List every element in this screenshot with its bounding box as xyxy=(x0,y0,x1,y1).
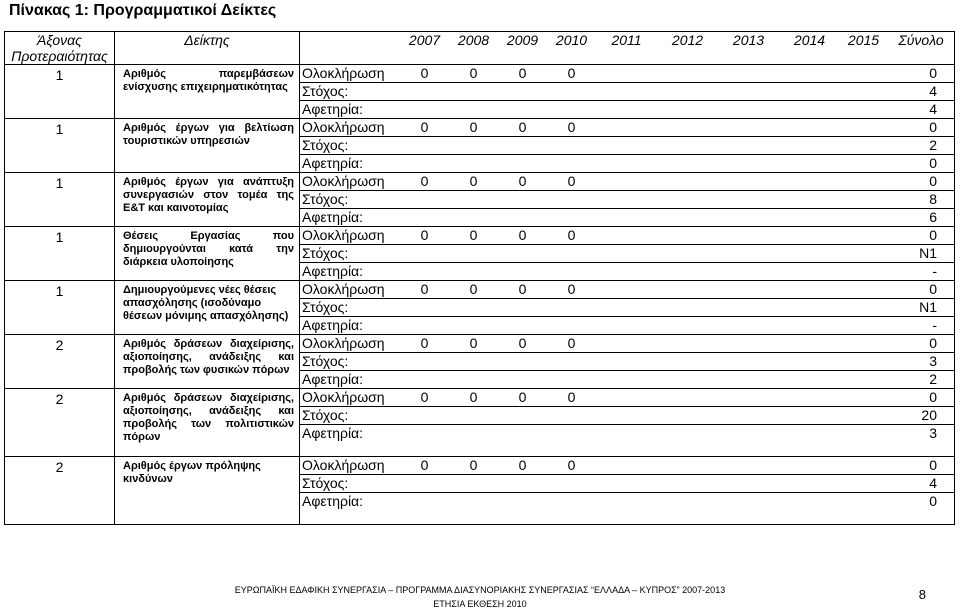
baseline-value: 3 xyxy=(887,425,955,443)
completion-total: 0 xyxy=(929,281,937,297)
target-label: Στόχος: xyxy=(300,83,400,101)
header-total: Σύνολο xyxy=(898,32,944,48)
completion-year-value: 0 xyxy=(469,119,478,135)
target-row xyxy=(300,83,955,101)
indicator-values xyxy=(300,281,955,334)
completion-year-value: 0 xyxy=(420,281,429,297)
completion-year-value: 0 xyxy=(518,335,527,351)
header-year: 2013 xyxy=(732,32,765,48)
table-header-row xyxy=(5,32,955,65)
completion-row xyxy=(300,173,955,191)
completion-year-value: 0 xyxy=(420,335,429,351)
axis-value: 1 xyxy=(5,119,115,173)
target-row xyxy=(300,353,955,371)
target-row xyxy=(300,137,955,155)
completion-year-value: 0 xyxy=(518,119,527,135)
target-value: Ν1 xyxy=(887,245,955,263)
baseline-value: 4 xyxy=(887,101,955,119)
header-indicator: Δείκτης xyxy=(115,32,300,65)
header-axis: Άξονας Προτεραιότητας xyxy=(5,32,115,65)
completion-label: Ολοκλήρωση xyxy=(302,281,385,297)
axis-value: 1 xyxy=(5,281,115,335)
target-row xyxy=(300,299,955,317)
target-row xyxy=(300,475,955,493)
header-year: 2012 xyxy=(671,32,704,48)
completion-row xyxy=(300,335,955,353)
baseline-value: - xyxy=(887,317,955,335)
table-row xyxy=(5,173,955,227)
baseline-value: 2 xyxy=(887,371,955,389)
completion-year-value: 0 xyxy=(567,65,576,81)
table-row xyxy=(5,65,955,119)
completion-label: Ολοκλήρωση xyxy=(302,335,385,351)
completion-row xyxy=(300,281,955,299)
completion-total: 0 xyxy=(929,457,937,473)
completion-row xyxy=(300,457,955,475)
table-row xyxy=(5,457,955,525)
completion-year-value: 0 xyxy=(518,227,527,243)
target-row xyxy=(300,245,955,263)
indicator-values xyxy=(300,173,955,226)
target-label: Στόχος: xyxy=(300,353,400,371)
header-year: 2011 xyxy=(611,32,642,48)
baseline-row xyxy=(300,425,955,443)
completion-year-value: 0 xyxy=(518,281,527,297)
target-label: Στόχος: xyxy=(300,475,400,493)
target-value: 4 xyxy=(887,83,955,101)
baseline-label: Αφετηρία: xyxy=(300,155,400,173)
baseline-value: 0 xyxy=(887,493,955,511)
completion-year-value: 0 xyxy=(567,389,576,405)
completion-year-value: 0 xyxy=(567,335,576,351)
completion-row xyxy=(300,227,955,245)
table-row xyxy=(5,281,955,335)
completion-year-value: 0 xyxy=(567,173,576,189)
completion-label: Ολοκλήρωση xyxy=(302,389,385,405)
completion-row xyxy=(300,119,955,137)
indicators-table xyxy=(4,31,955,525)
baseline-row xyxy=(300,317,955,335)
axis-value: 2 xyxy=(5,457,115,525)
completion-year-value: 0 xyxy=(420,389,429,405)
completion-label: Ολοκλήρωση xyxy=(302,65,385,81)
target-label: Στόχος: xyxy=(300,137,400,155)
target-label: Στόχος: xyxy=(300,407,400,425)
completion-year-value: 0 xyxy=(469,281,478,297)
header-year: 2009 xyxy=(506,32,539,48)
header-year: 2008 xyxy=(457,32,490,48)
completion-total: 0 xyxy=(929,335,937,351)
header-years xyxy=(300,32,955,49)
baseline-row xyxy=(300,493,955,511)
completion-label: Ολοκλήρωση xyxy=(302,173,385,189)
baseline-row xyxy=(300,209,955,227)
axis-value: 2 xyxy=(5,335,115,389)
baseline-value: - xyxy=(887,263,955,281)
indicator-name: Δημιουργούμενες νέες θέσεις απασχόλησης (ισοδύναμο θέσεων μόνιμης απασχόλησης) xyxy=(115,281,300,335)
table-row xyxy=(5,389,955,457)
completion-total: 0 xyxy=(929,389,937,405)
target-value: 2 xyxy=(887,137,955,155)
completion-total: 0 xyxy=(929,173,937,189)
completion-year-value: 0 xyxy=(518,389,527,405)
header-year: 2007 xyxy=(408,32,441,48)
header-year: 2014 xyxy=(793,32,826,48)
indicator-name: Αριθμός έργων πρόληψης κινδύνων xyxy=(115,457,300,525)
completion-year-value: 0 xyxy=(469,457,478,473)
completion-year-value: 0 xyxy=(420,457,429,473)
completion-row xyxy=(300,65,955,83)
target-label: Στόχος: xyxy=(300,245,400,263)
baseline-label: Αφετηρία: xyxy=(300,101,400,119)
completion-year-value: 0 xyxy=(469,335,478,351)
indicator-values xyxy=(300,389,955,442)
target-value: Ν1 xyxy=(887,299,955,317)
target-row xyxy=(300,407,955,425)
baseline-row xyxy=(300,263,955,281)
completion-year-value: 0 xyxy=(420,119,429,135)
baseline-value: 0 xyxy=(887,155,955,173)
indicator-name: Θέσεις Εργασίας που δημιουργούνται κατά την διάρκεια υλοποίησης xyxy=(115,227,300,281)
target-label: Στόχος: xyxy=(300,191,400,209)
baseline-label: Αφετηρία: xyxy=(300,317,400,335)
axis-value: 2 xyxy=(5,389,115,457)
target-value: 4 xyxy=(887,475,955,493)
header-year: 2010 xyxy=(555,32,588,48)
indicator-name: Αριθμός δράσεων διαχείρισης, αξιοποίησης, ανάδειξης και προβολής των πολιτιστικών πόρων xyxy=(115,389,300,457)
completion-year-value: 0 xyxy=(469,65,478,81)
baseline-label: Αφετηρία: xyxy=(300,209,400,227)
completion-year-value: 0 xyxy=(469,389,478,405)
baseline-label: Αφετηρία: xyxy=(300,263,400,281)
table-row xyxy=(5,335,955,389)
target-row xyxy=(300,191,955,209)
baseline-label: Αφετηρία: xyxy=(300,371,400,389)
completion-year-value: 0 xyxy=(567,119,576,135)
indicator-values xyxy=(300,335,955,388)
footer-report: ΕΤΗΣΙΑ ΕΚΘΕΣΗ 2010 xyxy=(433,599,527,609)
completion-label: Ολοκλήρωση xyxy=(302,119,385,135)
page-number: 8 xyxy=(918,587,926,602)
target-value: 8 xyxy=(887,191,955,209)
completion-year-value: 0 xyxy=(567,457,576,473)
baseline-row xyxy=(300,101,955,119)
baseline-label: Αφετηρία: xyxy=(300,425,400,443)
target-value: 20 xyxy=(887,407,955,425)
completion-label: Ολοκλήρωση xyxy=(302,227,385,243)
baseline-row xyxy=(300,155,955,173)
indicator-values xyxy=(300,65,955,118)
indicator-name: Αριθμός δράσεων διαχείρισης, αξιοποίησης, ανάδειξης και προβολής των φυσικών πόρων xyxy=(115,335,300,389)
indicator-name: Αριθμός παρεμβάσεων ενίσχυσης επιχειρηματικότητας xyxy=(115,65,300,119)
completion-year-value: 0 xyxy=(420,65,429,81)
completion-label: Ολοκλήρωση xyxy=(302,457,385,473)
target-value: 3 xyxy=(887,353,955,371)
completion-total: 0 xyxy=(929,227,937,243)
table-row xyxy=(5,119,955,173)
indicator-values xyxy=(300,227,955,280)
footer-program: ΕΥΡΩΠΑΪΚΗ ΕΔΑΦΙΚΗ ΣΥΝΕΡΓΑΣΙΑ – ΠΡΟΓΡΑΜΜΑ ΔΙΑΣΥΝΟΡΙΑΚΗΣ ΣΥΝΕΡΓΑΣΙΑΣ “ΕΛΛΑΔΑ – ΚΥΠΡΟΣ” 2007-2013 xyxy=(234,585,726,595)
baseline-value: 6 xyxy=(887,209,955,227)
completion-year-value: 0 xyxy=(567,227,576,243)
table-row xyxy=(5,227,955,281)
indicator-name: Αριθμός έργων για ανάπτυξη συνεργασιών στον τομέα της Ε&Τ και καινοτομίας xyxy=(115,173,300,227)
completion-year-value: 0 xyxy=(518,65,527,81)
completion-year-value: 0 xyxy=(420,173,429,189)
completion-year-value: 0 xyxy=(469,173,478,189)
baseline-row xyxy=(300,371,955,389)
completion-row xyxy=(300,389,955,407)
axis-value: 1 xyxy=(5,227,115,281)
baseline-label: Αφετηρία: xyxy=(300,493,400,511)
completion-year-value: 0 xyxy=(518,457,527,473)
target-label: Στόχος: xyxy=(300,299,400,317)
indicator-name: Αριθμός έργων για βελτίωση τουριστικών υπηρεσιών xyxy=(115,119,300,173)
completion-year-value: 0 xyxy=(567,281,576,297)
indicator-values xyxy=(300,457,955,510)
axis-value: 1 xyxy=(5,65,115,119)
completion-year-value: 0 xyxy=(420,227,429,243)
completion-year-value: 0 xyxy=(518,173,527,189)
table-title: Πίνακας 1: Προγραμματικοί Δείκτες xyxy=(9,2,277,19)
header-year: 2015 xyxy=(847,32,880,48)
indicator-values xyxy=(300,119,955,172)
axis-value: 1 xyxy=(5,173,115,227)
completion-total: 0 xyxy=(929,119,937,135)
completion-year-value: 0 xyxy=(469,227,478,243)
completion-total: 0 xyxy=(929,65,937,81)
